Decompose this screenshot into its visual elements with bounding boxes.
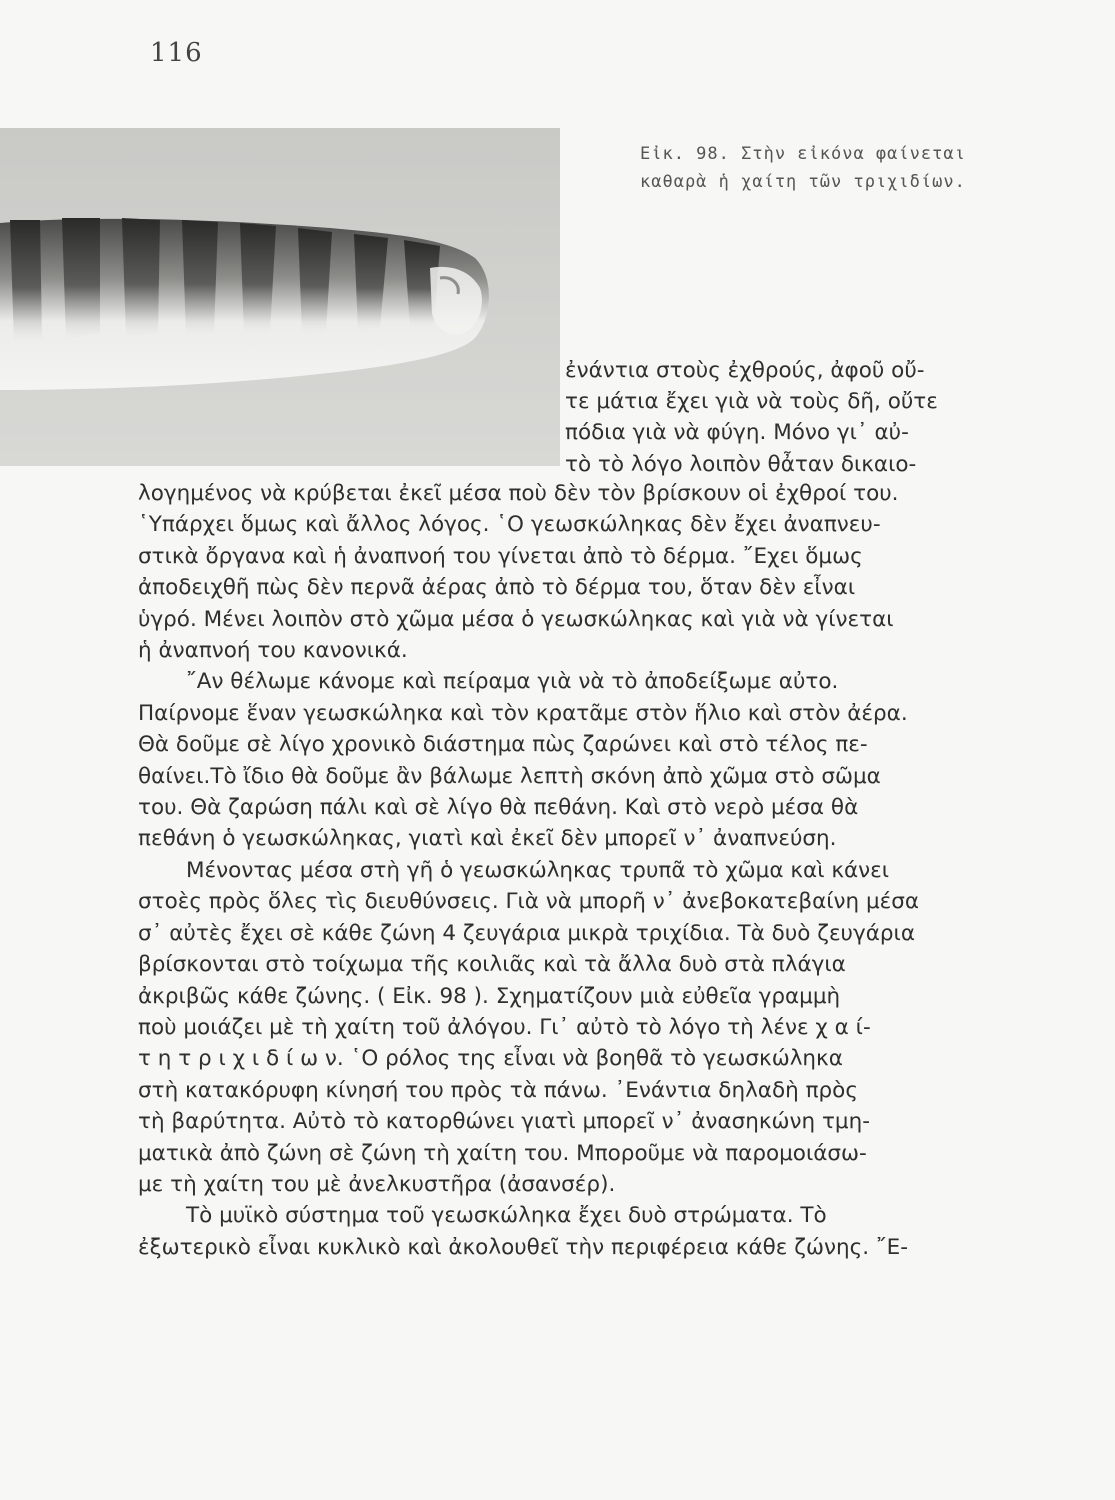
text-line: βρίσκονται στὸ τοίχωμα τῆς κοιλιᾶς καὶ τὰ ἄλλα δυὸ στὰ πλάγια: [138, 952, 846, 978]
text-line: ἐνάντια στοὺς ἐχθρούς, ἀφοῦ οὔ-: [565, 358, 925, 383]
text-line: ῎Αν θέλωμε κάνομε καὶ πείραμα γιὰ νὰ τὸ ἀποδείξωμε αὐτο.: [186, 669, 839, 695]
text-line: ματικὰ ἀπὸ ζώνη σὲ ζώνη τὴ χαίτη του. Μποροῦμε νὰ παρομοιάσω-: [138, 1140, 867, 1166]
text-line: Παίρνομε ἕναν γεωσκώληκα καὶ τὸν κρατᾶμε στὸν ἥλιο καὶ στὸν ἀέρα.: [138, 700, 908, 726]
text-line: ἀκριβῶς κάθε ζώνης. ( Εἰκ. 98 ). Σχηματίζουν μιὰ εὐθεῖα γραμμὴ: [138, 983, 841, 1009]
text-line: ἀποδειχθῆ πὼς δὲν περνᾶ ἀέρας ἀπὸ τὸ δέρμα του, ὅταν δὲν εἶναι: [138, 575, 856, 601]
figure-caption: [640, 140, 1020, 196]
text-line: ἡ ἀναπνοή του κανονικά.: [138, 638, 408, 664]
text-line: πεθάνη ὁ γεωσκώληκας, γιατὶ καὶ ἐκεῖ δὲν μπορεῖ ν᾽ ἀναπνεύση.: [138, 826, 837, 852]
text-line: σ᾽ αὐτὲς ἔχει σὲ κάθε ζώνη 4 ζευγάρια μικρὰ τριχίδια. Τὰ δυὸ ζευγάρια: [138, 920, 915, 946]
text-line: στὴ κατακόρυφη κίνησή του πρὸς τὰ πάνω. ᾿Ενάντια δηλαδὴ πρὸς: [138, 1077, 858, 1103]
text-line: στικὰ ὄργανα καὶ ἡ ἀναπνοή του γίνεται ἀπὸ τὸ δέρμα. ῎Εχει ὅμως: [138, 543, 863, 569]
text-line: τ η τ ρ ι χ ι δ ί ω ν. ῾Ο ρόλος της εἶναι νὰ βοηθᾶ τὸ γεωσκώληκα: [138, 1046, 843, 1072]
text-line: ποὺ μοιάζει μὲ τὴ χαίτη τοῦ ἀλόγου. Γι᾽ αὐτὸ τὸ λόγο τὴ λένε χ α ί-: [138, 1014, 871, 1040]
text-line: στοὲς πρὸς ὅλες τὶς διευθύνσεις. Γιὰ νὰ μπορῆ ν᾽ ἀνεβοκατεβαίνη μέσα: [138, 889, 920, 915]
earthworm-photo: [0, 128, 560, 466]
text-line: πόδια γιὰ νὰ φύγη. Μόνο γι᾽ αὐ-: [565, 420, 909, 446]
page-number: 116: [150, 38, 203, 68]
text-line: του. Θὰ ζαρώση πάλι καὶ σὲ λίγο θὰ πεθάνη. Καὶ στὸ νερὸ μέσα θὰ: [138, 795, 859, 821]
text-line: τε μάτια ἔχει γιὰ νὰ τοὺς δῆ, οὔτε: [565, 389, 938, 415]
text-line: ῾Υπάρχει ὅμως καὶ ἄλλος λόγος. ῾Ο γεωσκώληκας δὲν ἔχει ἀναπνευ-: [138, 512, 881, 538]
wrapped-text-column: [565, 355, 990, 480]
caption-line: καθαρὰ ἡ χαίτη τῶν τριχιδίων.: [640, 172, 966, 192]
text-line: ἐξωτερικὸ εἶναι κυκλικὸ καὶ ἀκολουθεῖ τὴν περιφέρεια κάθε ζώνης. ῎Ε-: [138, 1234, 908, 1260]
text-line: λογημένος νὰ κρύβεται ἐκεῖ μέσα ποὺ δὲν τὸν βρίσκουν οἱ ἐχθροί του.: [138, 481, 899, 506]
text-line: Τὸ μυϊκὸ σύστημα τοῦ γεωσκώληκα ἔχει δυὸ στρώματα. Τὸ: [186, 1203, 827, 1229]
text-line: θαίνει.Τὸ ἴδιο θὰ δοῦμε ἂν βάλωμε λεπτὴ σκόνη ἀπὸ χῶμα στὸ σῶμα: [138, 763, 881, 789]
text-line: τὸ τὸ λόγο λοιπὸν θἆταν δικαιο-: [565, 451, 917, 477]
main-text-column: [138, 478, 990, 1263]
text-line: Μένοντας μέσα στὴ γῆ ὁ γεωσκώληκας τρυπᾶ τὸ χῶμα καὶ κάνει: [186, 857, 890, 883]
caption-line: Εἰκ. 98. Στὴν εἰκόνα φαίνεται: [640, 144, 966, 164]
text-line: Θὰ δοῦμε σὲ λίγο χρονικὸ διάστημα πὼς ζαρώνει καὶ στὸ τέλος πε-: [138, 732, 868, 758]
text-line: με τὴ χαίτη του μὲ ἀνελκυστῆρα (ἀσανσέρ).: [138, 1171, 616, 1197]
text-line: ὑγρό. Μένει λοιπὸν στὸ χῶμα μέσα ὁ γεωσκώληκας καὶ γιὰ νὰ γίνεται: [138, 606, 894, 632]
text-line: τὴ βαρύτητα. Αὐτὸ τὸ κατορθώνει γιατὶ μπορεῖ ν᾽ ἀνασηκώνη τμη-: [138, 1109, 870, 1135]
